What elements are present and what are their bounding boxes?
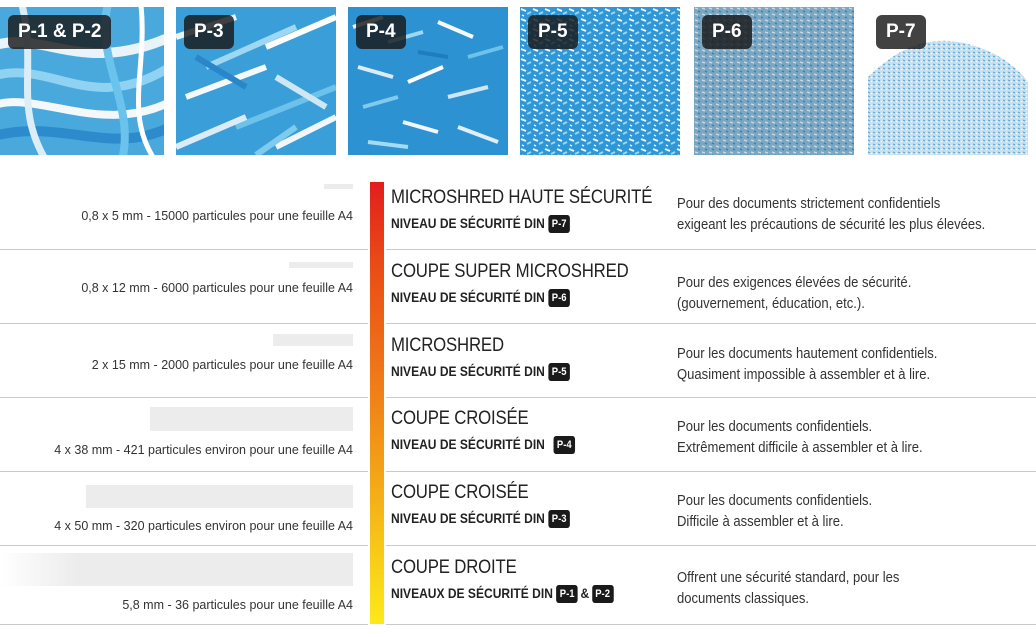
row-divider [386, 323, 1036, 324]
din-badge: P-6 [548, 289, 570, 307]
description-line: Pour les documents confidentiels. [677, 493, 873, 509]
description-line: Quasiment impossible à assembler et à lire. [677, 367, 931, 383]
particle-size-text: 0,8 x 12 mm - 6000 particules pour une feuille A4 [81, 281, 353, 295]
description [677, 194, 985, 236]
din-badge: P-5 [548, 363, 570, 381]
description-line: Extrêmement difficile à assembler et à lire. [677, 440, 923, 456]
photo-label: P-7 [876, 15, 926, 49]
security-gradient-bar [370, 182, 384, 624]
din-level [391, 363, 570, 381]
din-badge: P-4 [553, 436, 575, 454]
din-label: NIVEAUX DE SÉCURITÉ DIN [391, 585, 553, 601]
particle-size-text: 0,8 x 5 mm - 15000 particules pour une feuille A4 [81, 209, 353, 223]
description-line: Offrent une sécurité standard, pour les [677, 570, 900, 586]
particle-size-text: 2 x 15 mm - 2000 particules pour une feuille A4 [91, 358, 353, 372]
particle-size-text: 4 x 38 mm - 421 particules environ pour une feuille A4 [54, 443, 353, 457]
cut-type-title: COUPE CROISÉE [391, 481, 529, 503]
din-level [391, 436, 575, 454]
din-label: NIVEAU DE SÉCURITÉ DIN [391, 363, 545, 379]
photo-p3 [176, 7, 336, 155]
particle-size-bar [0, 553, 353, 586]
description-line: (gouvernement, éducation, etc.). [677, 296, 865, 312]
din-label: NIVEAU DE SÉCURITÉ DIN [391, 510, 545, 526]
photo-p4 [348, 7, 508, 155]
din-label: NIVEAU DE SÉCURITÉ DIN [391, 215, 545, 231]
din-label: NIVEAU DE SÉCURITÉ DIN [391, 289, 545, 305]
din-badge: P-3 [548, 510, 570, 528]
row-divider [386, 249, 1036, 250]
cut-type-title: COUPE DROITE [391, 556, 517, 578]
particle-size-bar [273, 334, 353, 346]
description-line: documents classiques. [677, 591, 810, 607]
particle-size-bar [86, 485, 353, 508]
badge-joiner: & [580, 585, 590, 601]
description-line: Pour les documents hautement confidentiels. [677, 346, 938, 362]
row-divider [386, 397, 1036, 398]
cut-type-title: COUPE SUPER MICROSHRED [391, 260, 629, 282]
row-divider [0, 545, 368, 546]
photo-label: P-3 [184, 15, 234, 49]
din-badge: P-2 [592, 585, 614, 603]
particle-size-text: 4 x 50 mm - 320 particules environ pour une feuille A4 [54, 519, 353, 533]
description [677, 273, 911, 315]
cut-type-title: COUPE CROISÉE [391, 407, 529, 429]
row-divider [0, 249, 368, 250]
photo-label: P-5 [528, 15, 578, 49]
particle-size-text: 5,8 mm - 36 particules pour une feuille A4 [122, 598, 353, 612]
description-line: Difficile à assembler et à lire. [677, 514, 844, 530]
photo-p7 [868, 7, 1028, 155]
shred-photo-strip [0, 7, 1036, 155]
photo-p1-p2 [0, 7, 164, 155]
description [677, 568, 899, 610]
photo-p5 [520, 7, 680, 155]
cut-type-title: MICROSHRED [391, 334, 504, 356]
row-divider [386, 471, 1036, 472]
row-divider [386, 624, 1036, 625]
description-line: Pour des documents strictement confidentiels [677, 196, 941, 212]
din-level [391, 215, 570, 233]
row-divider [386, 545, 1036, 546]
din-badge: P-7 [548, 215, 570, 233]
din-level [391, 510, 570, 528]
photo-label: P-4 [356, 15, 406, 49]
description-line: Pour des exigences élevées de sécurité. [677, 275, 912, 291]
description-line: exigeant les précautions de sécurité les plus élevées. [677, 217, 986, 233]
particle-size-bar [150, 407, 353, 431]
din-level [391, 585, 613, 603]
din-label: NIVEAU DE SÉCURITÉ DIN [391, 436, 545, 452]
description [677, 491, 872, 533]
photo-p6 [694, 7, 854, 155]
row-divider [0, 397, 368, 398]
particle-size-bar [289, 262, 353, 268]
description [677, 344, 937, 386]
row-divider [0, 323, 368, 324]
row-divider [0, 624, 368, 625]
din-badge: P-1 [556, 585, 578, 603]
photo-label: P-6 [702, 15, 752, 49]
din-level [391, 289, 570, 307]
cut-type-title: MICROSHRED HAUTE SÉCURITÉ [391, 186, 653, 208]
description-line: Pour les documents confidentiels. [677, 419, 873, 435]
row-divider [0, 471, 368, 472]
description [677, 417, 923, 459]
particle-size-bar [324, 184, 353, 189]
photo-label: P-1 & P-2 [8, 15, 111, 49]
